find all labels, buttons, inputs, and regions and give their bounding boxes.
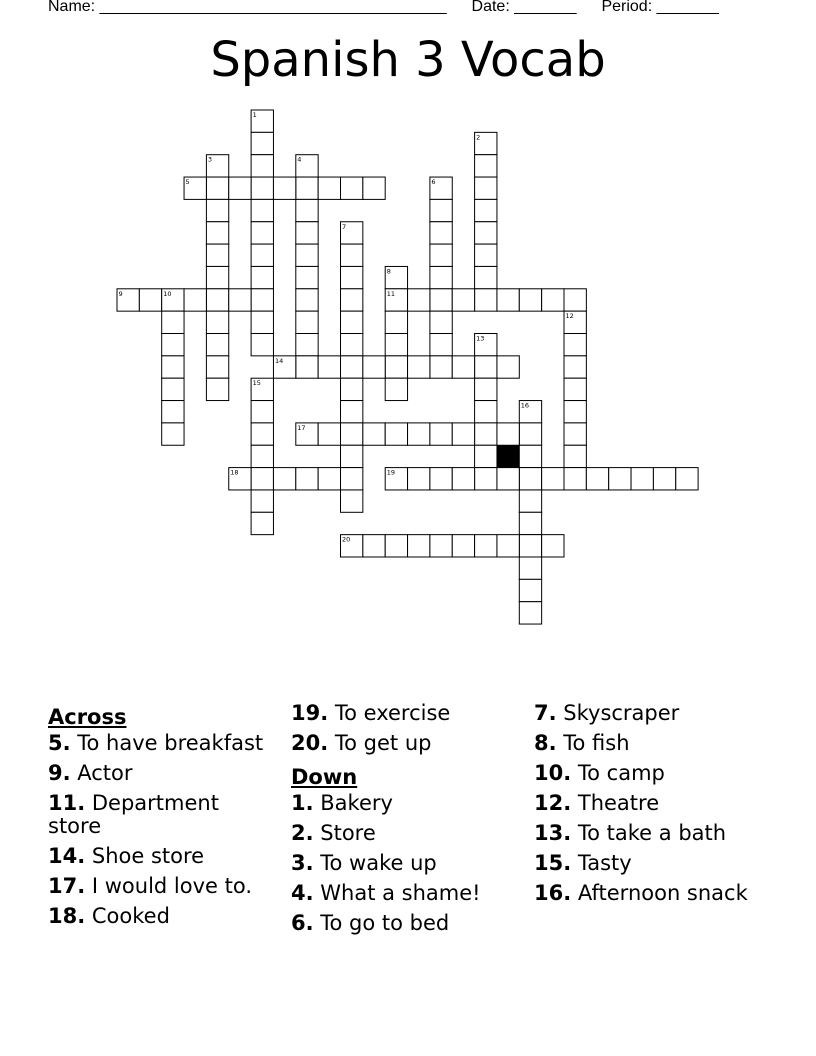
grid-cell[interactable] xyxy=(564,468,586,490)
grid-cell[interactable] xyxy=(430,356,452,378)
grid-cell[interactable] xyxy=(542,289,564,311)
grid-cell[interactable] xyxy=(430,468,452,490)
grid-cell[interactable] xyxy=(251,199,273,221)
grid-cell[interactable] xyxy=(341,289,363,311)
grid-cell[interactable] xyxy=(564,401,586,423)
grid-cell[interactable] xyxy=(363,356,385,378)
across-heading: Across xyxy=(48,705,127,729)
grid-cell[interactable] xyxy=(542,468,564,490)
clue-number: 18. xyxy=(48,904,86,928)
clue-item xyxy=(534,822,794,845)
grid-cell[interactable] xyxy=(564,289,586,311)
clue-number: 8. xyxy=(534,731,557,755)
clue-number: 15. xyxy=(534,851,572,875)
grid-cell[interactable] xyxy=(497,289,519,311)
grid-cell[interactable] xyxy=(385,311,407,333)
grid-cell[interactable] xyxy=(296,244,318,266)
grid-cell[interactable] xyxy=(251,490,273,512)
grid-cell[interactable] xyxy=(162,356,184,378)
grid-cell[interactable] xyxy=(229,177,251,199)
grid-cell[interactable] xyxy=(475,289,497,311)
page-title: Spanish 3 Vocab xyxy=(210,32,606,88)
grid-cell[interactable] xyxy=(296,222,318,244)
grid-cell[interactable] xyxy=(475,155,497,177)
grid-cell[interactable] xyxy=(452,289,474,311)
grid-cell[interactable] xyxy=(430,199,452,221)
grid-cell[interactable] xyxy=(206,244,228,266)
cell-number: 5 xyxy=(185,178,190,187)
grid-cell[interactable] xyxy=(341,244,363,266)
cell-number: 13 xyxy=(476,334,485,343)
grid-cell[interactable] xyxy=(206,378,228,400)
clue-item xyxy=(534,762,794,785)
grid-cell[interactable] xyxy=(519,490,541,512)
grid-cell[interactable] xyxy=(363,535,385,557)
grid-cell[interactable] xyxy=(206,266,228,288)
cell-number: 3 xyxy=(207,155,213,164)
cell-number: 1 xyxy=(252,111,257,119)
clue-number: 10. xyxy=(534,761,572,785)
grid-cell[interactable] xyxy=(475,244,497,266)
grid-cell[interactable] xyxy=(452,535,474,557)
clue-number: 9. xyxy=(48,761,71,785)
grid-cell[interactable] xyxy=(296,266,318,288)
grid-cell[interactable] xyxy=(318,177,340,199)
grid-cell[interactable] xyxy=(475,401,497,423)
clue-column-2 xyxy=(291,702,521,942)
grid-cell[interactable] xyxy=(251,266,273,288)
clue-item xyxy=(291,912,521,935)
cell-number: 11 xyxy=(386,289,395,298)
grid-cell[interactable] xyxy=(408,535,430,557)
grid-cell[interactable] xyxy=(385,423,407,445)
grid-cell[interactable] xyxy=(341,378,363,400)
cell-number: 18 xyxy=(230,468,239,477)
grid-cell[interactable] xyxy=(519,602,541,624)
grid-cell[interactable] xyxy=(408,289,430,311)
clue-number: 6. xyxy=(291,911,314,935)
grid-cell[interactable] xyxy=(475,423,497,445)
clue-text: I would love to. xyxy=(85,874,253,898)
grid-cell[interactable] xyxy=(251,445,273,467)
grid-cell[interactable] xyxy=(251,155,273,177)
clue-item xyxy=(291,882,521,905)
grid-cell[interactable] xyxy=(452,423,474,445)
grid-cell[interactable] xyxy=(385,334,407,356)
grid-cell[interactable] xyxy=(206,199,228,221)
grid-cell[interactable] xyxy=(430,289,452,311)
period-label: Period: xyxy=(601,0,653,15)
clue-text: Skyscraper xyxy=(556,701,680,725)
clue-number: 1. xyxy=(291,791,314,815)
clue-item xyxy=(291,852,521,875)
grid-cell[interactable] xyxy=(251,244,273,266)
grid-cell[interactable] xyxy=(273,468,295,490)
grid-cell[interactable] xyxy=(341,266,363,288)
clue-text: Store xyxy=(313,821,376,845)
clue-text: Afternoon snack xyxy=(571,881,748,905)
grid-cell[interactable] xyxy=(430,535,452,557)
cell-number: 14 xyxy=(274,356,284,365)
grid-cell[interactable] xyxy=(653,468,675,490)
grid-cell[interactable] xyxy=(296,177,318,199)
clue-item xyxy=(534,882,794,905)
grid-cell[interactable] xyxy=(251,132,273,154)
clue-item xyxy=(291,732,521,755)
grid-cell[interactable] xyxy=(519,445,541,467)
grid-cell[interactable] xyxy=(206,311,228,333)
grid-cell[interactable] xyxy=(206,177,228,199)
grid-cell[interactable] xyxy=(341,445,363,467)
cell-number: 17 xyxy=(297,423,306,432)
name-blank[interactable]: _______________________________________ xyxy=(99,0,447,15)
clue-number: 20. xyxy=(291,731,329,755)
grid-cell[interactable] xyxy=(251,289,273,311)
grid-cell[interactable] xyxy=(273,177,295,199)
clue-number: 14. xyxy=(48,844,86,868)
clue-item xyxy=(48,792,273,838)
cell-number: 16 xyxy=(520,401,530,410)
grid-cell[interactable] xyxy=(206,334,228,356)
grid-cell[interactable] xyxy=(184,289,206,311)
grid-cell[interactable] xyxy=(519,423,541,445)
grid-cell[interactable] xyxy=(475,445,497,467)
grid-cell[interactable] xyxy=(251,512,273,534)
grid-cell[interactable] xyxy=(251,222,273,244)
grid-cell[interactable] xyxy=(229,289,251,311)
grid-cell[interactable] xyxy=(341,423,363,445)
grid-cell[interactable] xyxy=(162,378,184,400)
cell-number: 15 xyxy=(252,379,261,388)
cell-number: 9 xyxy=(118,289,123,298)
grid-cell[interactable] xyxy=(430,423,452,445)
clue-item xyxy=(534,852,794,875)
clue-number: 19. xyxy=(291,701,329,725)
black-cell xyxy=(497,445,519,467)
clue-column-1 xyxy=(48,702,273,935)
clue-text: To camp xyxy=(571,761,665,785)
grid-cell[interactable] xyxy=(162,401,184,423)
date-blank[interactable]: _______ xyxy=(514,0,577,15)
grid-cell[interactable] xyxy=(341,468,363,490)
grid-cell[interactable] xyxy=(497,535,519,557)
clue-text: To go to bed xyxy=(313,911,450,935)
grid-cell[interactable] xyxy=(296,199,318,221)
clue-item xyxy=(291,702,521,725)
grid-cell[interactable] xyxy=(206,289,228,311)
name-label: Name: xyxy=(48,0,96,15)
grid-cell[interactable] xyxy=(564,378,586,400)
cell-number: 2 xyxy=(476,133,481,142)
grid-cell[interactable] xyxy=(519,468,541,490)
grid-cell[interactable] xyxy=(162,311,184,333)
grid-cell[interactable] xyxy=(497,423,519,445)
clue-item xyxy=(48,875,273,898)
cell-number: 20 xyxy=(342,535,351,544)
grid-cell[interactable] xyxy=(341,356,363,378)
grid-cell[interactable] xyxy=(341,401,363,423)
grid-cell[interactable] xyxy=(139,289,161,311)
cell-number: 12 xyxy=(565,312,574,321)
clue-text: To exercise xyxy=(328,701,451,725)
grid-cell[interactable] xyxy=(206,356,228,378)
clue-text: Department store xyxy=(48,791,219,838)
grid-cell[interactable] xyxy=(341,177,363,199)
clue-text: Actor xyxy=(70,761,133,785)
clue-item xyxy=(291,822,521,845)
grid-cell[interactable] xyxy=(385,356,407,378)
clue-text: To wake up xyxy=(313,851,437,875)
grid-cell[interactable] xyxy=(519,535,541,557)
clue-number: 12. xyxy=(534,791,572,815)
grid-cell[interactable] xyxy=(162,334,184,356)
clue-text: To get up xyxy=(328,731,432,755)
grid-cell[interactable] xyxy=(318,423,340,445)
grid-cell[interactable] xyxy=(251,423,273,445)
grid-cell[interactable] xyxy=(475,222,497,244)
period-blank[interactable]: _______ xyxy=(656,0,719,15)
grid-cell[interactable] xyxy=(676,468,698,490)
grid-cell[interactable] xyxy=(296,334,318,356)
grid-cell[interactable] xyxy=(408,468,430,490)
grid-cell[interactable] xyxy=(296,311,318,333)
grid-cell[interactable] xyxy=(363,423,385,445)
grid-cell[interactable] xyxy=(519,289,541,311)
clue-item xyxy=(48,762,273,785)
clue-item xyxy=(48,905,273,928)
grid-cell[interactable] xyxy=(475,468,497,490)
clue-text: Theatre xyxy=(571,791,660,815)
clue-number: 16. xyxy=(534,881,572,905)
clue-item xyxy=(534,732,794,755)
grid-cell[interactable] xyxy=(251,401,273,423)
clue-text: Cooked xyxy=(85,904,170,928)
grid-cell[interactable] xyxy=(475,266,497,288)
clue-text: Tasty xyxy=(571,851,632,875)
grid-cell[interactable] xyxy=(564,356,586,378)
grid-cell[interactable] xyxy=(519,579,541,601)
grid-cell[interactable] xyxy=(251,468,273,490)
clue-text: Bakery xyxy=(313,791,393,815)
clue-number: 7. xyxy=(534,701,557,725)
grid-cell[interactable] xyxy=(251,334,273,356)
date-label: Date: xyxy=(471,0,510,15)
grid-cell[interactable] xyxy=(497,356,519,378)
cell-number: 4 xyxy=(297,155,302,164)
grid-cell[interactable] xyxy=(475,535,497,557)
grid-cell[interactable] xyxy=(519,557,541,579)
grid-cell[interactable] xyxy=(341,311,363,333)
cell-number: 10 xyxy=(163,289,172,298)
grid-cell[interactable] xyxy=(430,244,452,266)
grid-cell[interactable] xyxy=(519,512,541,534)
grid-cell[interactable] xyxy=(341,490,363,512)
grid-cell[interactable] xyxy=(631,468,653,490)
clue-item xyxy=(534,702,794,725)
clue-number: 2. xyxy=(291,821,314,845)
grid-cell[interactable] xyxy=(318,468,340,490)
grid-cell[interactable] xyxy=(542,535,564,557)
grid-cell[interactable] xyxy=(162,423,184,445)
grid-cell[interactable] xyxy=(385,378,407,400)
cell-number: 19 xyxy=(386,468,395,477)
clue-item xyxy=(291,792,521,815)
grid-cell[interactable] xyxy=(296,468,318,490)
grid-cell[interactable] xyxy=(363,177,385,199)
grid-cell[interactable] xyxy=(452,468,474,490)
clue-number: 3. xyxy=(291,851,314,875)
cell-number: 7 xyxy=(342,222,347,231)
grid-cell[interactable] xyxy=(475,356,497,378)
grid-cell[interactable] xyxy=(296,289,318,311)
clue-text: To take a bath xyxy=(571,821,727,845)
clue-number: 13. xyxy=(534,821,572,845)
grid-cell[interactable] xyxy=(586,468,608,490)
grid-cell[interactable] xyxy=(251,177,273,199)
clue-item xyxy=(534,792,794,815)
clue-text: To have breakfast xyxy=(70,731,264,755)
cell-number: 8 xyxy=(386,267,391,276)
grid-cell[interactable] xyxy=(430,266,452,288)
grid-cell[interactable] xyxy=(251,311,273,333)
clue-item xyxy=(48,845,273,868)
grid-cell[interactable] xyxy=(318,356,340,378)
grid-cell[interactable] xyxy=(430,334,452,356)
grid-cell[interactable] xyxy=(430,222,452,244)
clue-number: 11. xyxy=(48,791,86,815)
clue-item xyxy=(48,732,273,755)
grid-cell[interactable] xyxy=(341,334,363,356)
grid-cell[interactable] xyxy=(564,334,586,356)
clue-number: 17. xyxy=(48,874,86,898)
grid-cell[interactable] xyxy=(296,356,318,378)
grid-cell[interactable] xyxy=(475,378,497,400)
grid-cell[interactable] xyxy=(609,468,631,490)
grid-cell[interactable] xyxy=(385,535,407,557)
grid-cell[interactable] xyxy=(206,222,228,244)
grid-cell[interactable] xyxy=(475,177,497,199)
grid-cell[interactable] xyxy=(475,199,497,221)
grid-cell[interactable] xyxy=(497,468,519,490)
clue-text: What a shame! xyxy=(313,881,481,905)
grid-cell[interactable] xyxy=(564,445,586,467)
grid-cell[interactable] xyxy=(452,356,474,378)
clue-text: To fish xyxy=(556,731,630,755)
grid-cell[interactable] xyxy=(408,356,430,378)
clue-text: Shoe store xyxy=(85,844,205,868)
grid-cell[interactable] xyxy=(564,423,586,445)
clue-number: 5. xyxy=(48,731,71,755)
grid-cell[interactable] xyxy=(408,423,430,445)
clue-column-3 xyxy=(534,702,794,912)
cell-number: 6 xyxy=(431,178,436,187)
clue-number: 4. xyxy=(291,881,314,905)
grid-cell[interactable] xyxy=(430,311,452,333)
down-heading: Down xyxy=(291,765,358,789)
